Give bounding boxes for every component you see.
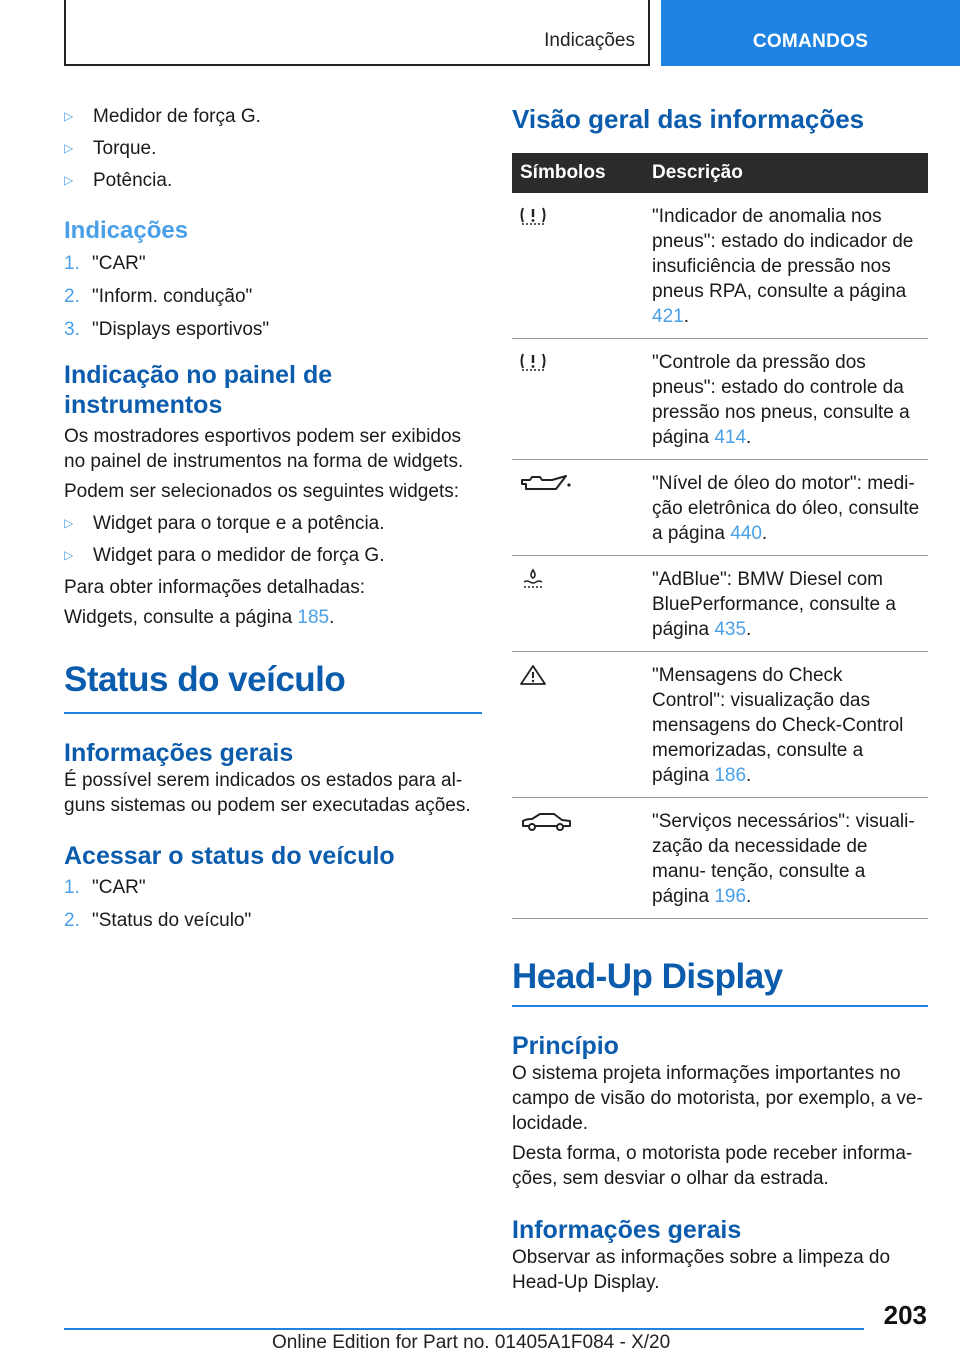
heading-access: Acessar o status do veículo xyxy=(64,842,395,870)
triangle-bullet-icon: ▷ xyxy=(64,548,74,562)
left-column xyxy=(64,100,482,941)
list-item: ▷ Widget para o torque e a potência. xyxy=(64,513,385,534)
heading-general: Informações gerais xyxy=(64,739,294,767)
paragraph: Podem ser selecionados os seguintes widgets: xyxy=(64,481,460,502)
heading-painel: Indicação no painel de instrumentos xyxy=(64,361,333,419)
heading-general-hud: Informações gerais xyxy=(512,1216,742,1244)
tire-pressure-indicator-icon xyxy=(518,205,548,227)
step-item: 2. "Status do veículo" xyxy=(64,910,252,931)
page-link[interactable]: 421 xyxy=(652,306,684,327)
step-item: 1. "CAR" xyxy=(64,253,146,274)
column-header-symbols: Símbolos xyxy=(512,153,644,193)
triangle-bullet-icon: ▷ xyxy=(64,109,74,123)
heading-hud: Head-Up Display xyxy=(512,957,783,996)
paragraph: Desta forma, o motorista pode receber informa- ções, sem desviar o olhar da estrada. xyxy=(512,1143,913,1189)
page-link[interactable]: 440 xyxy=(730,523,762,544)
edition-text: Online Edition for Part no. 01405A1F084 - X/20 xyxy=(272,1332,671,1353)
step-item: 3. "Displays esportivos" xyxy=(64,319,270,340)
chapter-tab[interactable]: COMANDOS xyxy=(661,0,960,66)
triangle-bullet-icon: ▷ xyxy=(64,141,74,155)
page-reference: Widgets, consulte a página 185. xyxy=(64,607,335,628)
page-link[interactable]: 414 xyxy=(714,427,747,448)
service-car-icon xyxy=(518,810,574,834)
warning-triangle-icon xyxy=(518,664,548,686)
heading-indicacoes: Indicações xyxy=(64,217,189,244)
adblue-icon xyxy=(518,568,548,590)
heading-rule xyxy=(64,712,482,714)
tire-pressure-monitor-icon xyxy=(518,351,548,373)
heading-rule xyxy=(512,1005,928,1007)
page-link[interactable]: 186 xyxy=(714,765,747,786)
heading-overview: Visão geral das informações xyxy=(512,104,865,134)
paragraph: É possível serem indicados os estados para al- guns sistemas ou podem ser executadas ações. xyxy=(64,770,471,816)
paragraph: Observar as informações sobre a limpeza do Head-Up Display. xyxy=(512,1247,891,1293)
triangle-bullet-icon: ▷ xyxy=(64,173,74,187)
page-number: 203 xyxy=(883,1300,927,1330)
section-title: Indicações xyxy=(544,30,635,51)
paragraph: Os mostradores esportivos podem ser exibidos no painel de instrumentos na forma de widgets. xyxy=(64,426,464,472)
table-row: "Indicador de anomalia nos pneus": estado do indicador de insuficiência de pressão nos pneus RPA, consulte a página 421. xyxy=(512,193,928,339)
list-item: ▷ Medidor de força G. xyxy=(64,106,261,127)
table-row: "Serviços necessários": visuali- zação da necessidade de manu- tenção, consulte a página 196. xyxy=(512,798,928,919)
page-link[interactable]: 196 xyxy=(714,886,747,907)
column-header-description: Descrição xyxy=(644,153,928,193)
list-item: ▷ Torque. xyxy=(64,138,157,159)
table-row: "Mensagens do Check Control": visualização das mensagens do Check-Control memorizadas, consulte a página 186. xyxy=(512,652,928,798)
step-item: 1. "CAR" xyxy=(64,877,146,898)
paragraph: O sistema projeta informações importantes no campo de visão do motorista, por exemplo, a ve- locidade. xyxy=(512,1063,923,1134)
list-item: ▷ Widget para o medidor de força G. xyxy=(64,545,385,566)
heading-principle: Princípio xyxy=(512,1032,619,1060)
symbols-table xyxy=(512,153,928,919)
oil-can-icon xyxy=(518,472,574,494)
table-row: "Controle da pressão dos pneus": estado do controle da pressão nos pneus, consulte a página 414. xyxy=(512,339,928,460)
step-item: 2. "Inform. condução" xyxy=(64,286,253,307)
page-link[interactable]: 435 xyxy=(714,619,747,640)
table-row: "AdBlue": BMW Diesel com BluePerformance, consulte a página 435. xyxy=(512,556,928,652)
paragraph: Para obter informações detalhadas: xyxy=(64,577,366,598)
heading-status: Status do veículo xyxy=(64,660,346,699)
triangle-bullet-icon: ▷ xyxy=(64,516,74,530)
list-item: ▷ Potência. xyxy=(64,170,173,191)
header-box xyxy=(64,0,650,66)
page-link[interactable]: 185 xyxy=(297,607,330,628)
footer-rule xyxy=(64,1328,864,1330)
table-row: "Nível de óleo do motor": medi- ção eletrônica do óleo, consulte a página 440. xyxy=(512,460,928,556)
right-column xyxy=(512,100,928,1295)
